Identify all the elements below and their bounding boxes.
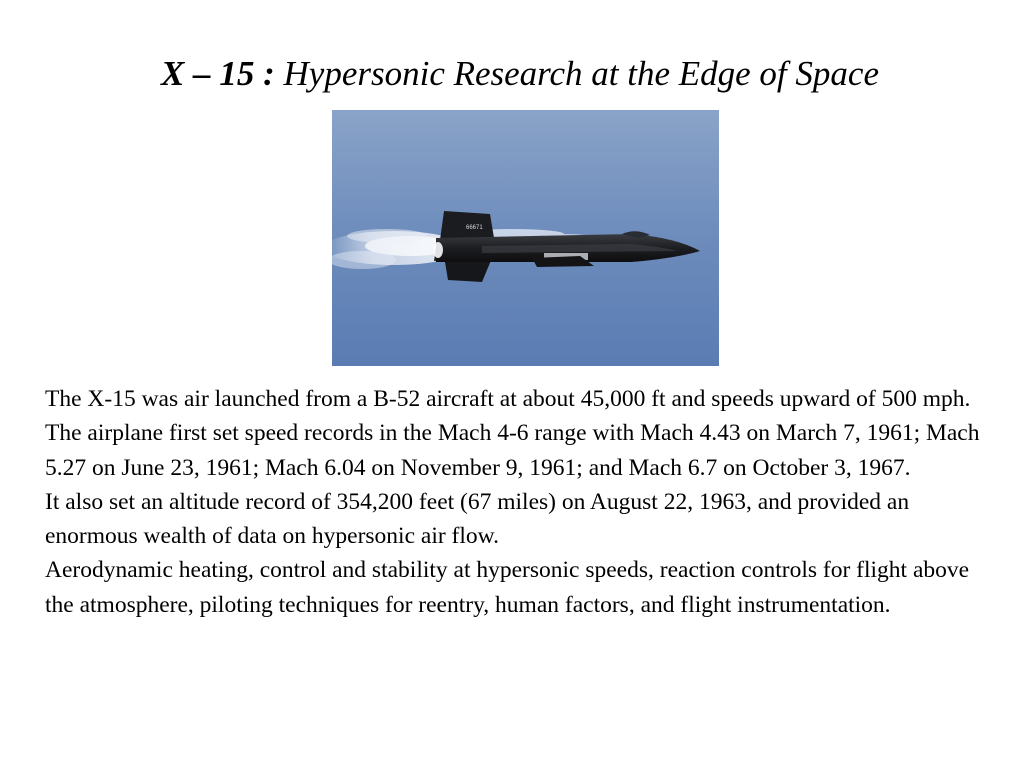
paragraph-altitude-record: It also set an altitude record of 354,200 feet (67 miles) on August 22, 1963, and provided an enormous wealth of data on hypersonic air flow. — [45, 488, 910, 550]
paragraph-launch: The X-15 was air launched from a B-52 aircraft at about 45,000 ft and speeds upward of 500 mph. — [45, 386, 971, 412]
paragraph-speed-records: The airplane first set speed records in the Mach 4-6 range with Mach 4.43 on March 7, 1961; Mach 5.27 on June 23, 1961; Mach 6.04 on November 9, 1961; and Mach 6.7 on October 3, 1967. — [45, 420, 980, 481]
slide-title — [0, 50, 1024, 98]
slide-title-lead: X – 15 : — [161, 54, 275, 93]
x15-photo — [332, 110, 719, 366]
body-text — [45, 382, 995, 622]
tail-number: 66671 — [466, 225, 483, 231]
paragraph-research-areas: Aerodynamic heating, control and stability at hypersonic speeds, reaction controls for flight above the atmosphere, piloting techniques for reentry, human factors, and flight instrumentation. — [45, 557, 970, 618]
slide-title-rest: Hypersonic Research at the Edge of Space — [283, 54, 879, 93]
